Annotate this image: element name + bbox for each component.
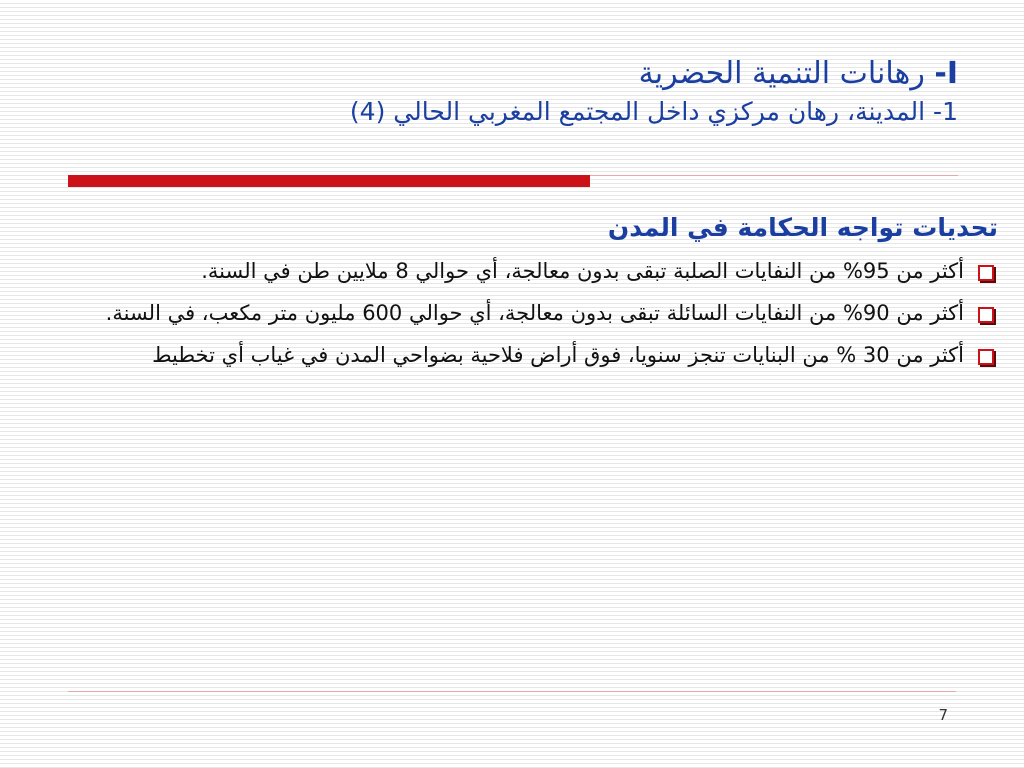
page-number: 7 [938, 706, 948, 724]
footer-divider-line [68, 691, 956, 692]
bullet-text: أكثر من 30 % من البنايات تنجز سنويا، فوق أراض فلاحية بضواحي المدن في غياب أي تخطيط [152, 343, 964, 367]
content-area [22, 208, 998, 380]
bullet-item [22, 338, 998, 372]
bullet-text: أكثر من 90% من النفايات السائلة تبقى بدون معالجة، أي حوالي 600 مليون متر مكعب، في السنة. [105, 301, 964, 325]
title-text: رهانات التنمية الحضرية [638, 56, 925, 91]
slide-subtitle: 1- المدينة، رهان مركزي داخل المجتمع المغربي الحالي (4) [349, 97, 958, 126]
title-accent-bar [68, 175, 590, 187]
slide-title [78, 52, 958, 96]
bullet-item [22, 254, 998, 288]
title-prefix: I- [934, 56, 958, 91]
section-heading: تحديات تواجه الحكامة في المدن [607, 213, 998, 242]
bullet-list [22, 254, 998, 372]
hollow-square-icon [978, 349, 994, 365]
bullet-text: أكثر من 95% من النفايات الصلبة تبقى بدون معالجة، أي حوالي 8 ملايين طن في السنة. [201, 259, 964, 283]
hollow-square-icon [978, 265, 994, 281]
bullet-item [22, 296, 998, 330]
title-block [78, 52, 958, 128]
hollow-square-icon [978, 307, 994, 323]
